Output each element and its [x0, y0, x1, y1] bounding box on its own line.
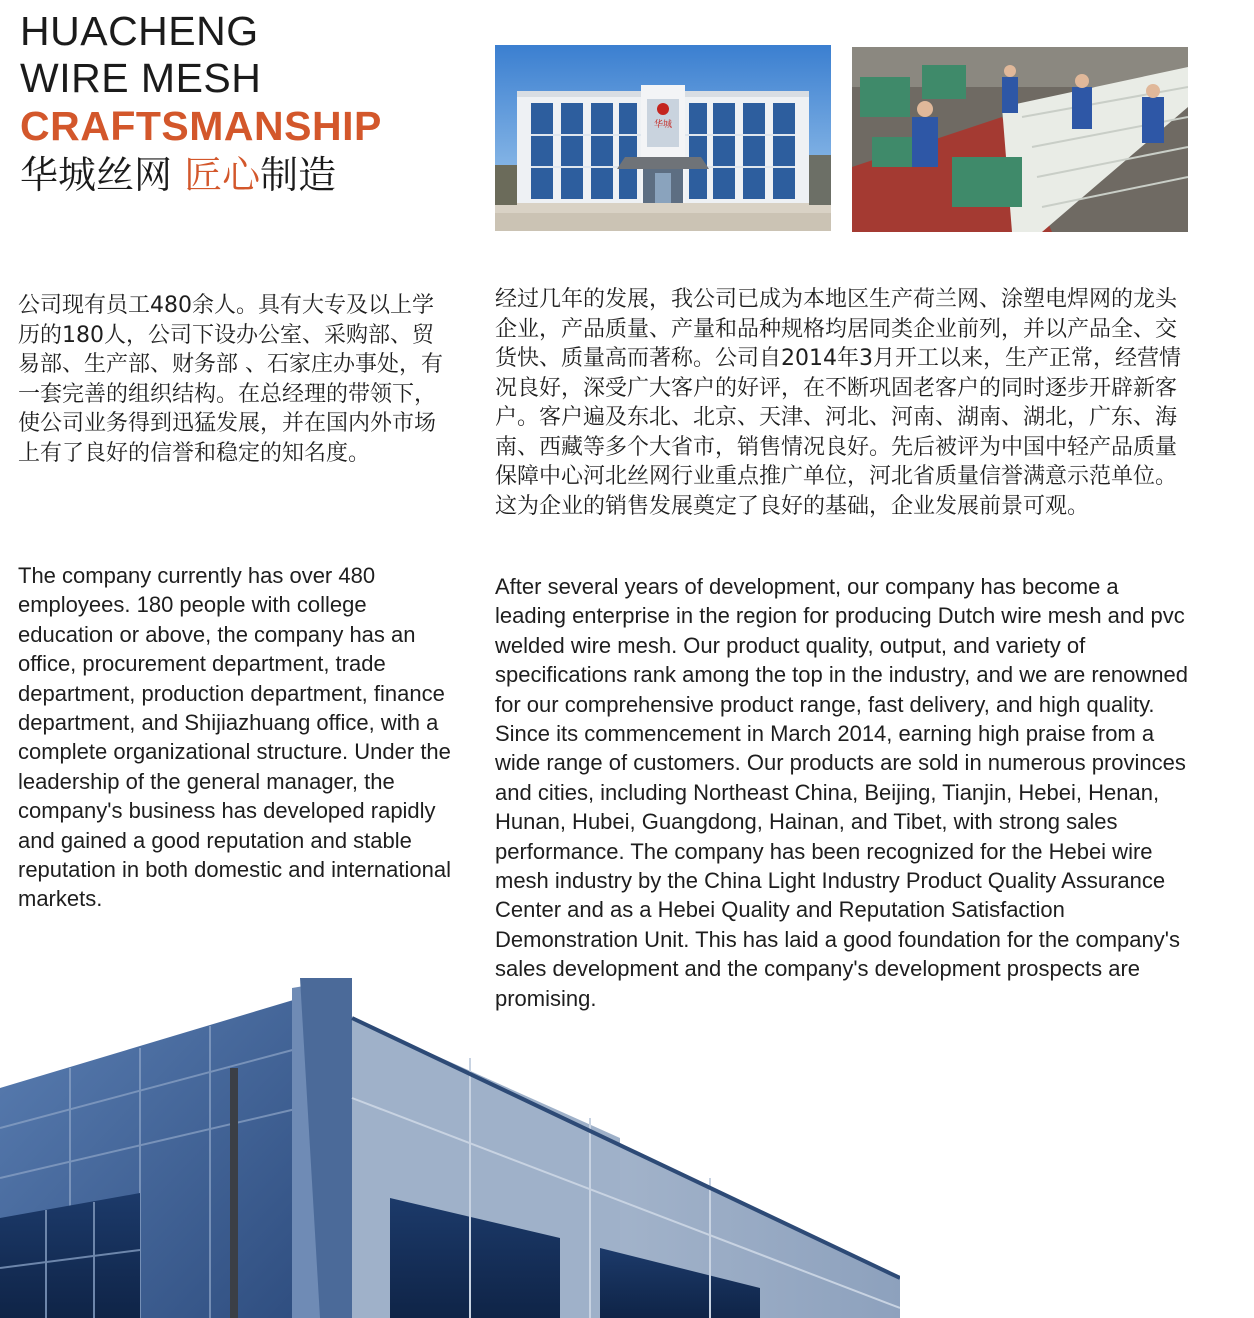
right-english-paragraph: After several years of development, our company has become a leading enterprise in the region for producing Dutch wire mesh and pvc welded wire mesh. Our product quality, output, and variety of specifications rank among the top in the industry, and we are renowned for our comprehensive product range, fast delivery, and high quality. Since its commencement in March 2014, earning high praise from a wide range of customers. Our products are sold in numerous provinces and cities, including Northeast China, Beijing, Tianjin, Hebei, Henan, Hunan, Hubei, Guangdong, Hainan, and Tibet, with strong sales performance. The company has been recognized for the Hebei wire mesh industry by the China Light Industry Product Quality Assurance Center and as a Hebei Quality and Reputation Satisfaction Demonstration Unit. This has laid a good foundation for the company's sales development and the company's development prospects are promising.: [495, 574, 1188, 1011]
left-chinese-paragraph: 公司现有员工480余人。具有大专及以上学历的180人，公司下设办公室、采购部、贸易部、生产部、财务部 、石家庄办事处，有一套完善的组织结构。在总经理的带领下，使公司业务得到迅猛发展，并在国内外市场上有了良好的信誉和稳定的知名度。: [18, 293, 443, 466]
office-building-photo: [495, 45, 831, 231]
left-english-paragraph: The company currently has over 480 employees. 180 people with college education or above, the company has an office, procurement department, trade department, production department, finance department, and Shijiazhuang office, with a complete organizational structure. Under the leadership of the general manager, the company's business has developed rapidly and gained a good reputation and stable reputation in both domestic and international markets.: [18, 563, 451, 912]
title-cn-accent: 匠心: [184, 153, 261, 197]
title-cn-part2: 制造: [260, 153, 337, 197]
right-chinese-paragraph: 经过几年的发展，我公司已成为本地区生产荷兰网、涂塑电焊网的龙头企业，产品质量、产量和品种规格均居同类企业前列，并以产品全、交货快、质量高而著称。公司自2014年3月开工以来，生产正常，经营情况良好，深受广大客户的好评，在不断巩固老客户的同时逐步开辟新客户。客户遍及东北、北京、天津、河北、河南、湖南、湖北，广东、海南、西藏等多个大省市，销售情况良好。先后被评为中国中轻产品质量保障中心河北丝网行业重点推广单位，河北省质量信誉满意示范单位。这为企业的销售发展奠定了良好的基础，企业发展前景可观。: [495, 287, 1181, 519]
title-block: [20, 8, 382, 199]
title-huacheng: HUACHENG: [20, 8, 259, 54]
title-cn-part1: 华城丝网: [20, 153, 185, 197]
title-wire-mesh: WIRE MESH: [20, 55, 262, 101]
title-chinese: [20, 151, 382, 199]
building-facade-image: [0, 978, 900, 1318]
factory-weaving-photo: [852, 47, 1188, 232]
office-sign-text: 华城: [653, 120, 673, 130]
title-craftsmanship: CRAFTSMANSHIP: [20, 103, 382, 149]
